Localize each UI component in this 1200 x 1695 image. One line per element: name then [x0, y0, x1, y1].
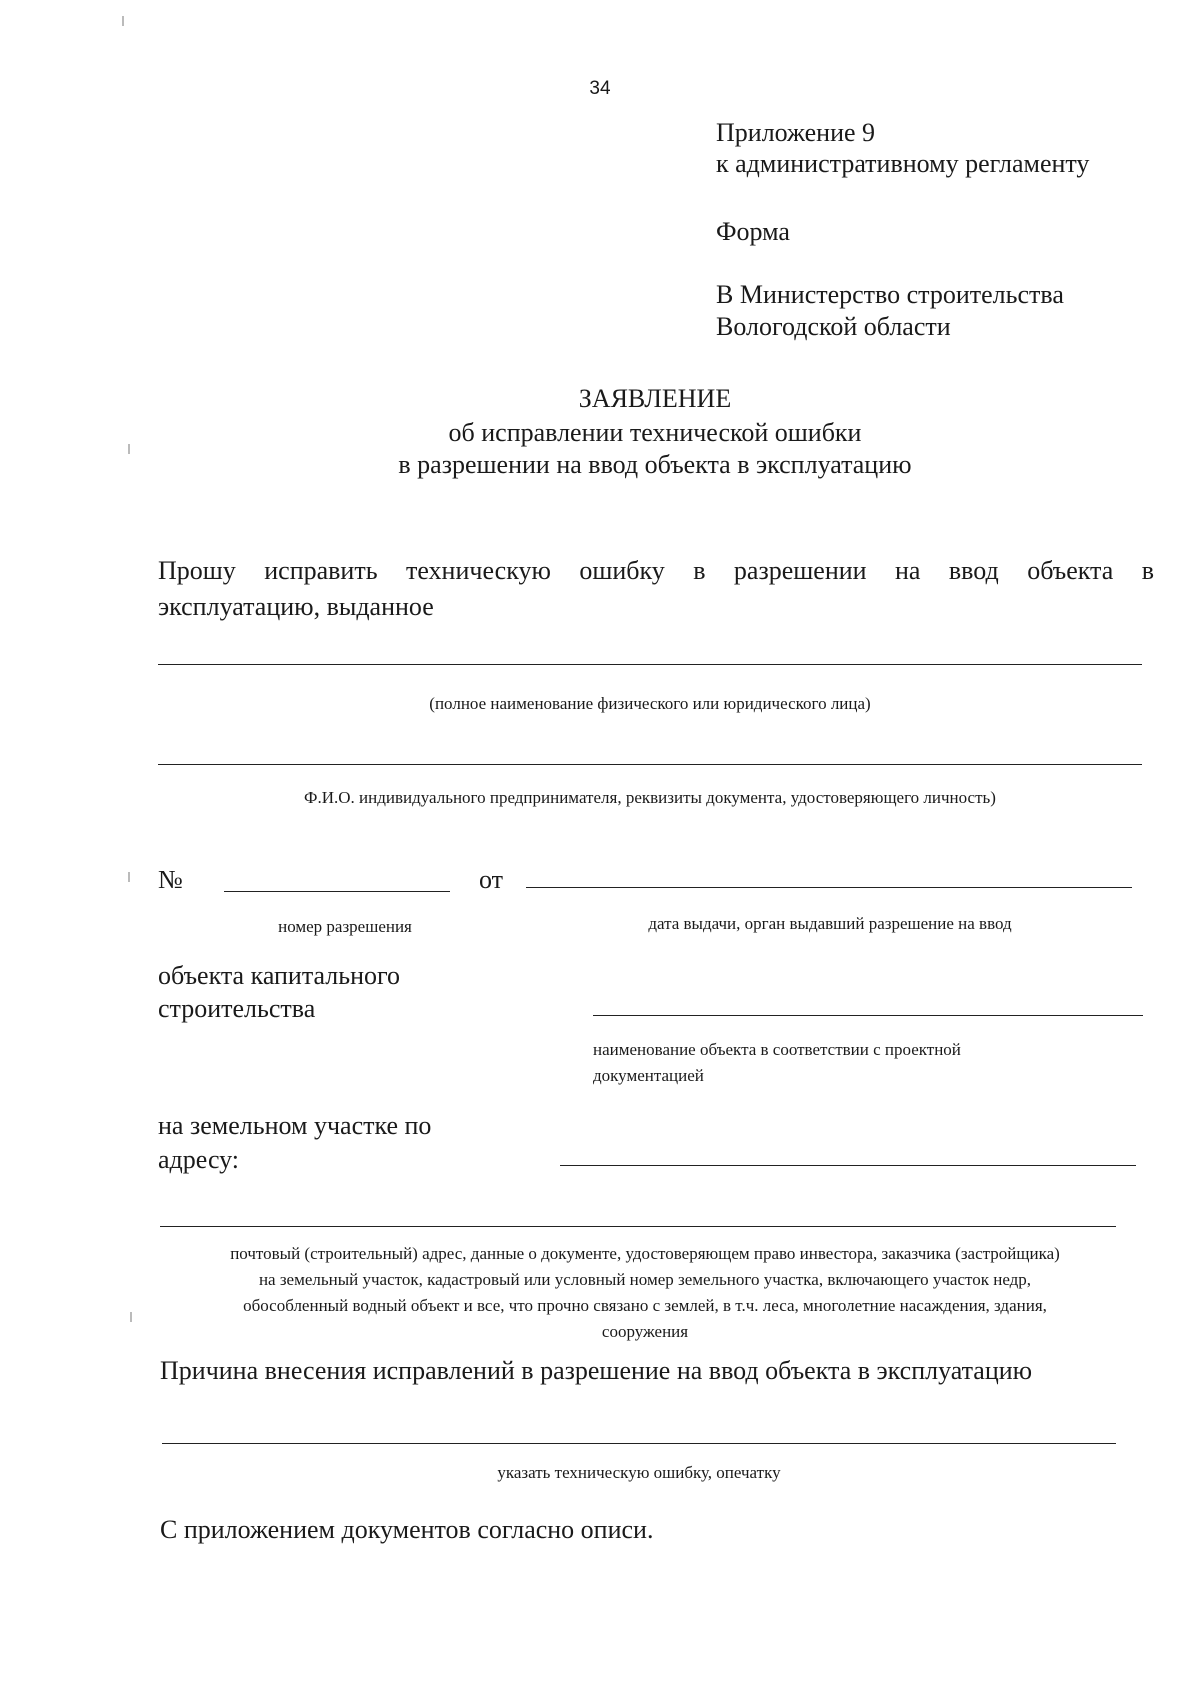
- entrepreneur-field[interactable]: [158, 764, 1142, 765]
- entrepreneur-caption: Ф.И.О. индивидуального предпринимателя, реквизиты документа, удостоверяющего личность): [304, 788, 996, 807]
- address-field-1[interactable]: [560, 1165, 1136, 1166]
- scan-mark: [130, 1312, 132, 1322]
- object-name-field[interactable]: [593, 1015, 1143, 1016]
- request-line-2: эксплуатацию, выданное: [158, 592, 434, 621]
- request-line-1: Прошу исправить техническую ошибку в разрешении на ввод объекта в: [158, 556, 1154, 585]
- object-name-caption-1: наименование объекта в соответствии с проектной: [593, 1040, 961, 1059]
- from-word: от: [479, 865, 504, 894]
- address-caption-1: почтовый (строительный) адрес, данные о документе, удостоверяющем право инвестора, заказчика (застройщика): [230, 1244, 1060, 1263]
- document-subtitle-1: об исправлении технической ошибки: [448, 418, 862, 447]
- appendix-line-2: к административному регламенту: [716, 149, 1090, 178]
- page-number: 34: [589, 78, 611, 99]
- object-label-2: строительства: [158, 994, 316, 1023]
- address-field-2[interactable]: [160, 1226, 1116, 1227]
- scan-mark: [128, 872, 130, 882]
- document-title: ЗАЯВЛЕНИЕ: [578, 384, 732, 413]
- number-sign: №: [158, 865, 183, 894]
- applicant-name-field[interactable]: [158, 664, 1142, 665]
- object-name-caption-2: документацией: [593, 1066, 704, 1085]
- reason-caption: указать техническую ошибку, опечатку: [497, 1463, 781, 1482]
- plot-label-1: на земельном участке по: [158, 1111, 432, 1140]
- address-caption-3: обособленный водный объект и все, что прочно связано с землей, в т.ч. леса, многолетние насаждения, здания,: [243, 1296, 1047, 1315]
- issue-date-caption: дата выдачи, орган выдавший разрешение на ввод: [648, 914, 1012, 933]
- object-label-1: объекта капитального: [158, 961, 401, 990]
- issue-date-field[interactable]: [526, 887, 1132, 888]
- reason-field[interactable]: [162, 1443, 1116, 1444]
- applicant-name-caption: (полное наименование физического или юридического лица): [429, 694, 871, 713]
- plot-label-2: адресу:: [158, 1145, 240, 1174]
- permit-number-caption: номер разрешения: [278, 917, 412, 936]
- addressee-line-1: В Министерство строительства: [716, 280, 1064, 309]
- reason-label: Причина внесения исправлений в разрешение на ввод объекта в эксплуатацию: [160, 1356, 1033, 1385]
- scan-mark: [122, 16, 124, 26]
- addressee-line-2: Вологодской области: [716, 312, 951, 341]
- address-caption-2: на земельный участок, кадастровый или условный номер земельного участка, включающего участок недр,: [258, 1270, 1032, 1289]
- address-caption-4: сооружения: [601, 1322, 689, 1341]
- attachments-note: С приложением документов согласно описи.: [160, 1515, 654, 1544]
- document-subtitle-2: в разрешении на ввод объекта в эксплуатацию: [398, 450, 912, 479]
- appendix-line-1: Приложение 9: [716, 118, 876, 147]
- form-label: Форма: [716, 217, 790, 246]
- permit-number-field[interactable]: [224, 891, 450, 892]
